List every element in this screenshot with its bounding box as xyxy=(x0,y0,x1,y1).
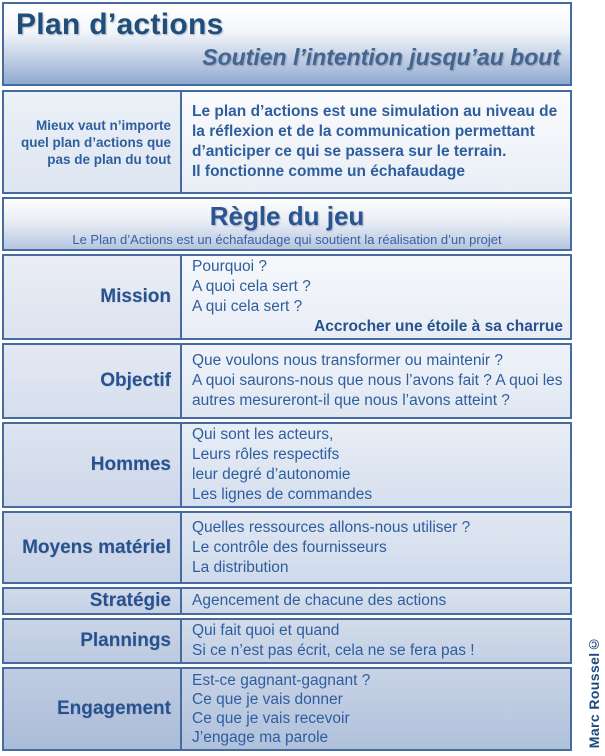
row-line: Quelles ressources allons-nous utiliser ? xyxy=(192,518,471,536)
page-subtitle: Soutien l’intention jusqu’au bout xyxy=(202,44,560,70)
header-banner xyxy=(2,2,572,86)
row-line: leur degré d’autonomie xyxy=(192,466,351,483)
author-signature: Marc Roussel© xyxy=(586,635,602,748)
row-content xyxy=(182,589,570,613)
row-line: Qui sont les acteurs, xyxy=(192,426,334,443)
row-label-engagement: Engagement xyxy=(4,669,182,749)
rule-banner xyxy=(2,197,572,251)
action-plan-table xyxy=(2,254,572,751)
page-title: Plan d’actions xyxy=(16,8,224,41)
row-objectif xyxy=(2,343,572,419)
row-line: Ce que je vais recevoir xyxy=(192,710,350,727)
slide xyxy=(2,2,572,751)
row-line: A quoi saurons-nous que nous l’avons fait ? A quoi les autres mesureront-il que nous l’avons atteint ? xyxy=(192,372,563,409)
row-engagement xyxy=(2,667,572,751)
row-line: Que voulons nous transformer ou maintenir ? xyxy=(192,352,504,369)
row-content xyxy=(182,669,570,749)
intro-note: Mieux vaut n’importe quel plan d’actions que pas de plan du tout xyxy=(20,117,171,167)
row-label-objectif: Objectif xyxy=(4,345,182,417)
row-label-mission: Mission xyxy=(4,256,182,338)
row-line: A qui cela sert ? xyxy=(192,298,303,315)
row-plannings xyxy=(2,618,572,664)
rule-subtitle: Le Plan d’Actions est un échafaudage qui soutient la réalisation d’un projet xyxy=(72,232,502,247)
row-content xyxy=(182,345,570,417)
row-line: Les lignes de commandes xyxy=(192,486,373,503)
row-line: Si ce n’est pas écrit, cela ne se fera pas ! xyxy=(192,642,475,659)
intro-line: Il fonctionne comme un échafaudage xyxy=(192,163,466,180)
row-content xyxy=(182,256,570,338)
row-line: Qui fait quoi et quand xyxy=(192,622,340,639)
row-label-strategie: Stratégie xyxy=(4,589,182,613)
row-line: A quoi cela sert ? xyxy=(192,278,311,295)
row-line: Agencement de chacune des actions xyxy=(192,592,447,609)
row-strategie xyxy=(2,587,572,615)
intro-note-cell xyxy=(4,92,182,192)
row-mission xyxy=(2,254,572,340)
row-label-moyens: Moyens matériel xyxy=(4,513,182,582)
rule-title: Règle du jeu xyxy=(209,201,365,231)
row-line: Le contrôle des fournisseurs xyxy=(192,538,387,556)
intro-paragraph xyxy=(182,92,570,192)
row-label-hommes: Hommes xyxy=(4,424,182,506)
row-moyens-materiel xyxy=(2,511,572,584)
row-line: La distribution xyxy=(192,558,289,576)
row-line: J’engage ma parole xyxy=(192,729,329,746)
row-hommes xyxy=(2,422,572,508)
row-line: Leurs rôles respectifs xyxy=(192,446,340,463)
row-content xyxy=(182,424,570,506)
row-content xyxy=(182,513,570,582)
row-line: Est-ce gagnant-gagnant ? xyxy=(192,672,371,689)
row-content xyxy=(182,620,570,662)
row-line: Pourquoi ? xyxy=(192,258,267,275)
mission-highlight: Accrocher une étoile à sa charrue xyxy=(314,318,563,335)
intro-line: Le plan d’actions est une simulation au niveau de la réflexion et de la communication permettant d’anticiper ce qui se passera sur le terrain. xyxy=(192,103,558,160)
row-label-plannings: Plannings xyxy=(4,620,182,662)
row-line: Ce que je vais donner xyxy=(192,691,343,708)
intro-row xyxy=(2,90,572,194)
